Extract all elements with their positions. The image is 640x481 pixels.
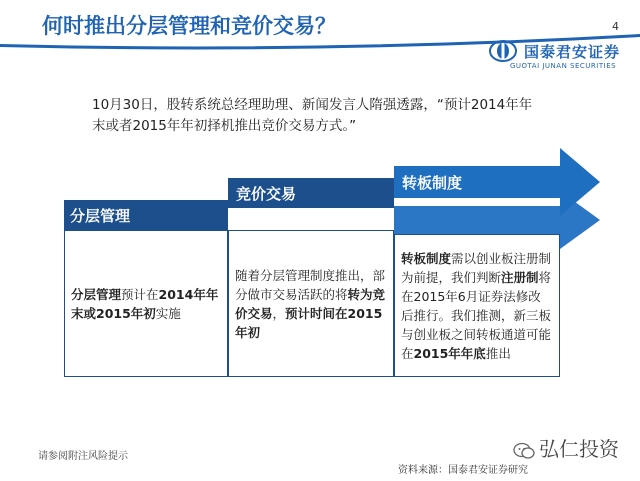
watermark: [513, 433, 619, 462]
body-text: 推出: [485, 345, 511, 361]
body-text: ，: [272, 305, 286, 321]
step-label-3: 转板制度: [402, 174, 463, 192]
step-label-2: 竞价交易: [236, 185, 297, 203]
emphasis-text: 转为竞价交易: [235, 286, 386, 321]
body-text: 将在2015年6月证券法修改后推行。我们推测，新三板与创业板之间转板通道可能在: [401, 269, 552, 361]
step-box-1-text: [71, 285, 221, 323]
emphasis-text: 预计时间在2015年初: [235, 305, 383, 340]
body-text: 实施: [155, 305, 181, 321]
intro-quote: 10月30日，股转系统总经理助理、新闻发言人隋强透露，“预计2014年年末或者2015年年初择机推出竞价交易方式。”: [92, 97, 533, 134]
watermark-text: 弘仁投资: [539, 437, 619, 461]
page-title: 何时推出分层管理和竞价交易？: [42, 14, 336, 38]
logo-subtitle: GUOTAI JUNAN SECURITIES: [510, 62, 617, 70]
step-box-2-text: [235, 266, 387, 342]
body-text: 随着分层管理制度推出，部分做市交易活跃的将: [235, 267, 386, 302]
step-label-1: 分层管理: [70, 207, 131, 225]
step-box-2: [228, 230, 394, 377]
emphasis-text: 注册制: [501, 269, 539, 285]
logo-name: 国泰君安证券: [524, 43, 621, 61]
emphasis-text: 转板制度: [401, 250, 452, 266]
risk-disclaimer: 请参阅附注风险提示: [38, 451, 128, 462]
wechat-icon: [513, 442, 535, 460]
emphasis-text: 2015年年底: [413, 345, 486, 361]
emphasis-text: 分层管理: [71, 286, 122, 302]
data-source: 资料来源：国泰君安证券研究: [398, 465, 528, 476]
body-text: 预计在: [121, 286, 159, 302]
step-box-3-text: [401, 249, 553, 363]
page-number: 4: [612, 20, 619, 33]
emphasis-text: 2014年年末或2015年初: [71, 286, 219, 321]
body-text: 需以创业板注册制为前提，我们判断: [401, 250, 552, 285]
step-box-1: [64, 230, 228, 377]
step-box-3: [394, 234, 560, 377]
